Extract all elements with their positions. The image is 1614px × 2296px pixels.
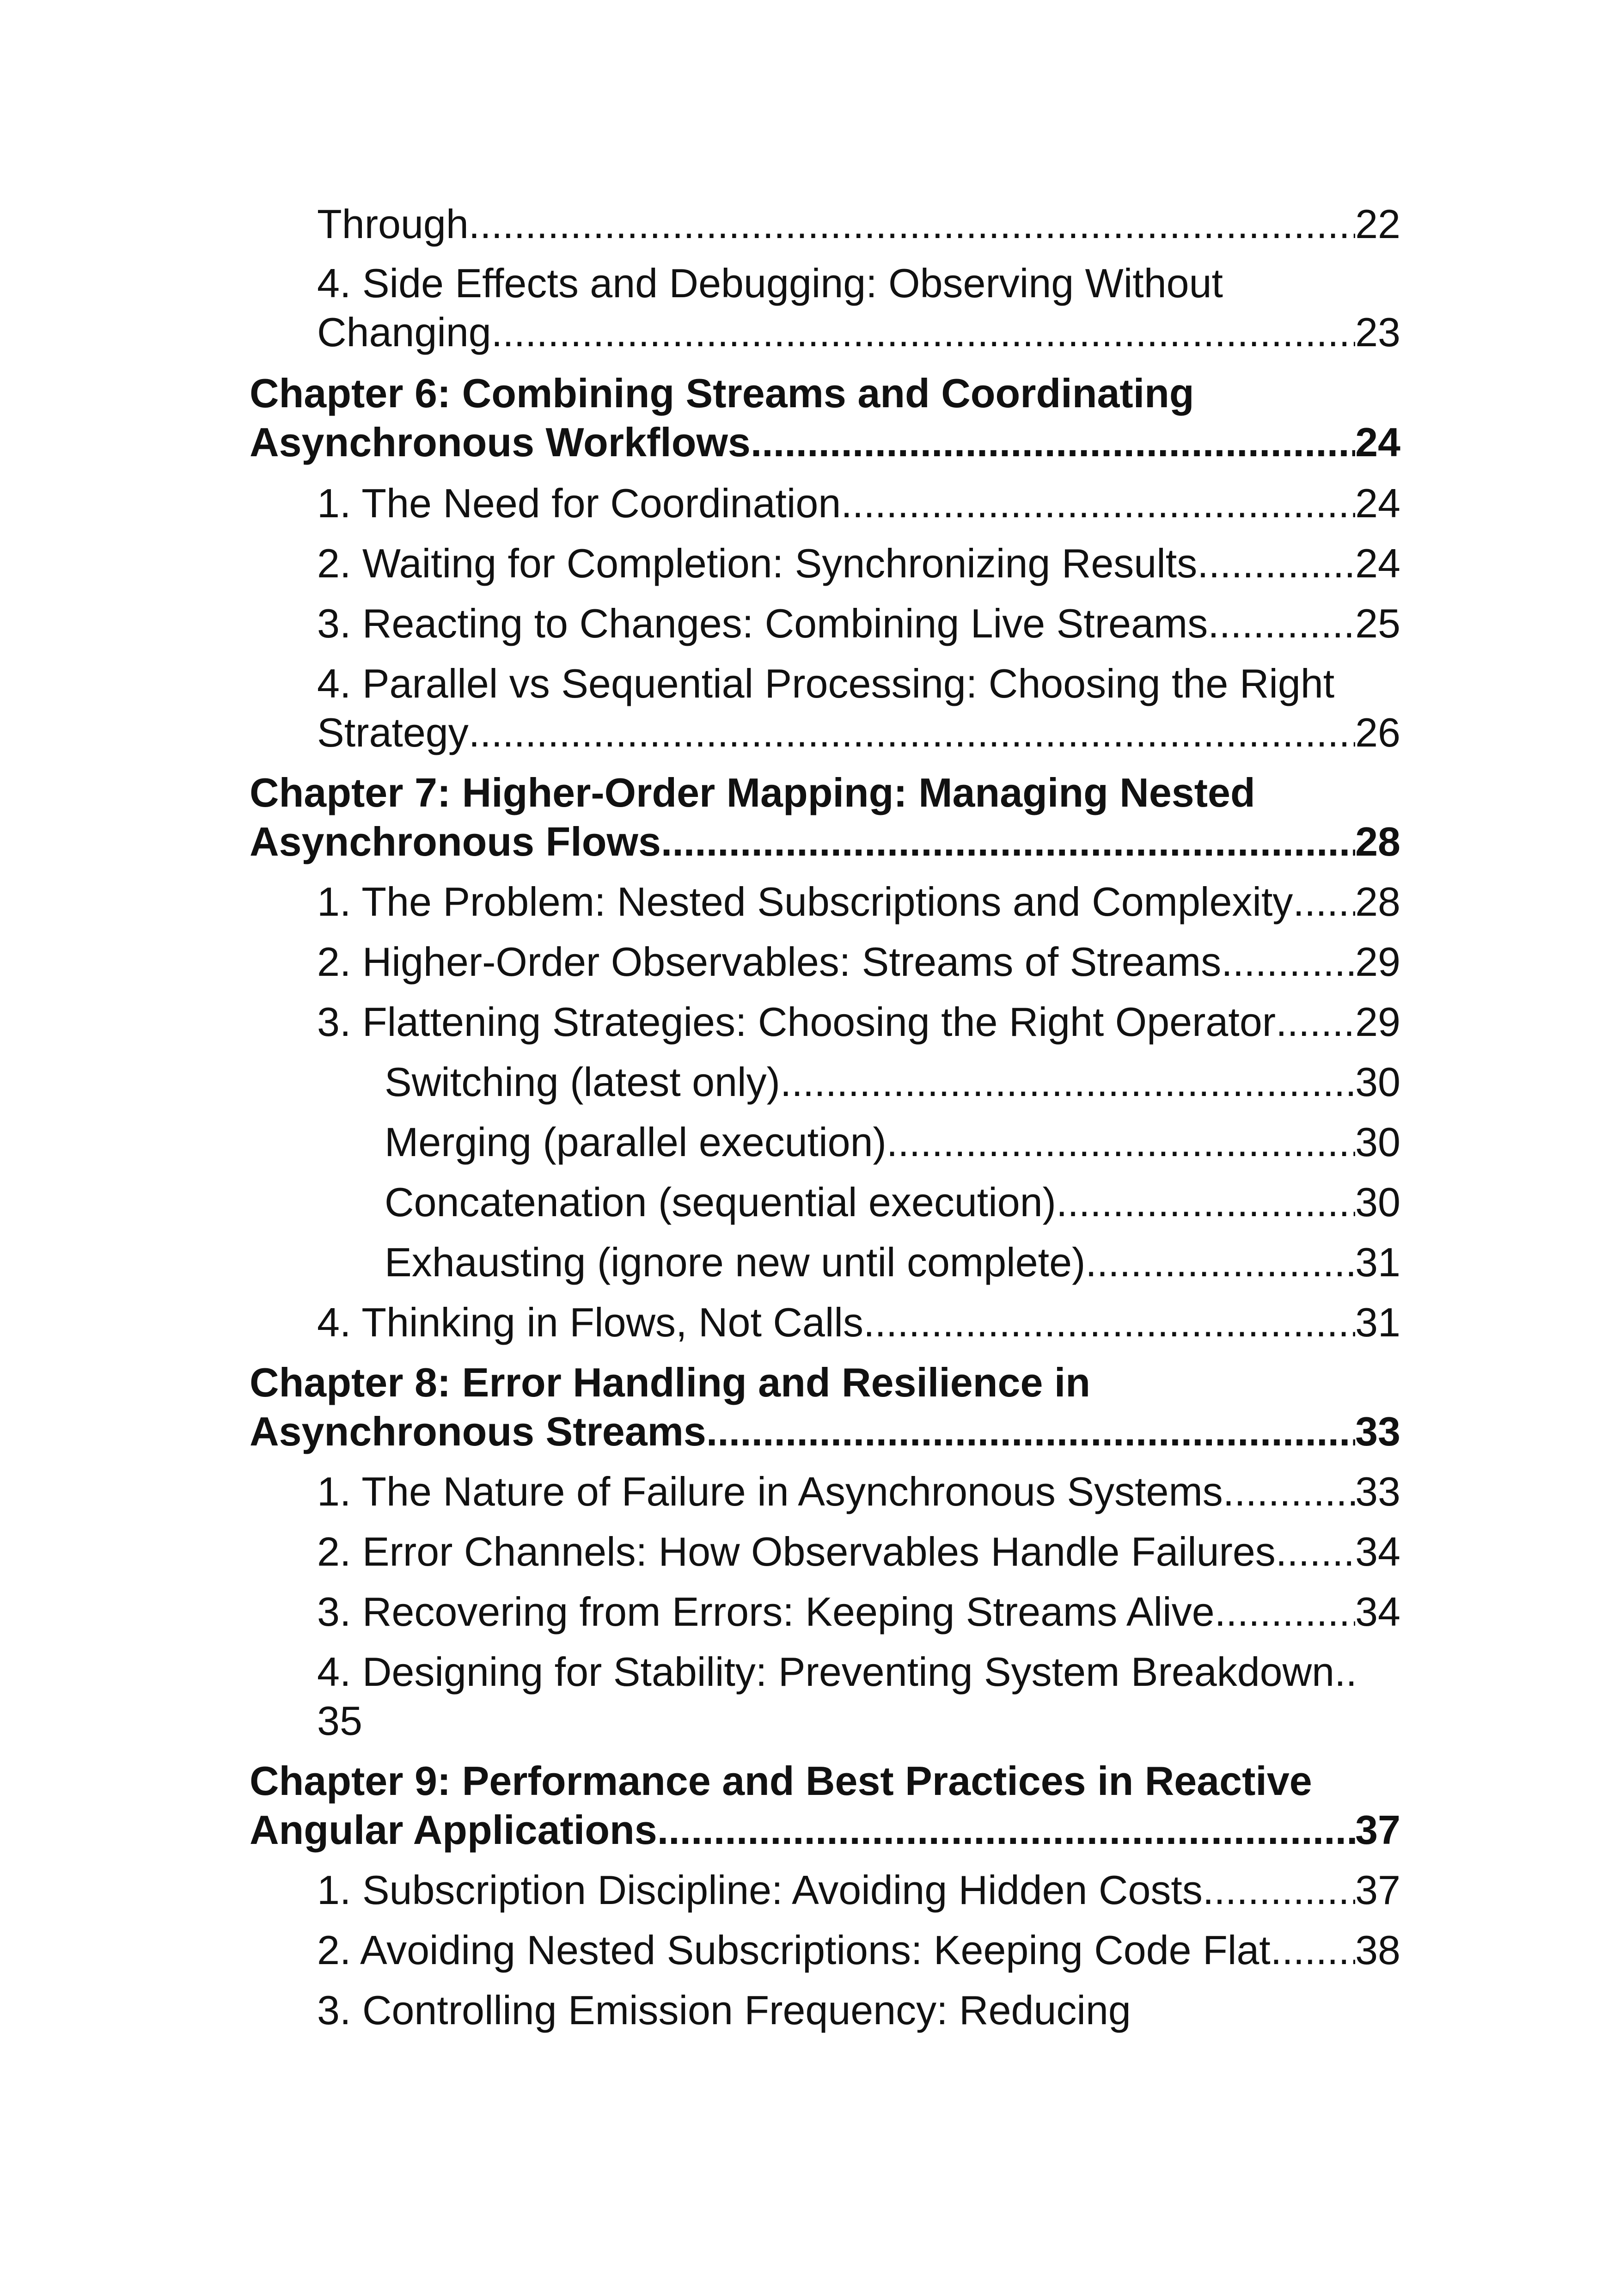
toc-page-number: 22 xyxy=(1355,201,1400,247)
toc-entry-side-effects[interactable] xyxy=(317,259,1400,357)
toc-entry-text: Through xyxy=(317,201,469,247)
toc-entry-text: Concatenation (sequential execution) xyxy=(385,1179,1056,1225)
toc-entry-higher-order-observables[interactable] xyxy=(317,937,1400,986)
dot-leader xyxy=(1271,1926,1355,1975)
toc-entry-text: Strategy xyxy=(317,710,469,755)
toc-line xyxy=(317,599,1400,648)
toc-entry-subscription-discipline[interactable] xyxy=(317,1866,1400,1915)
dot-leader xyxy=(469,200,1355,249)
toc-line xyxy=(250,1407,1400,1456)
toc-entry-need-for-coordination[interactable] xyxy=(317,479,1400,528)
toc-entry-controlling-emission-frequency[interactable] xyxy=(317,1986,1400,2035)
toc-page-number: 38 xyxy=(1355,1927,1400,1973)
toc-entry-text: 1. The Need for Coordination xyxy=(317,480,841,526)
toc-entry-text: 2. Waiting for Completion: Synchronizing Results xyxy=(317,540,1198,586)
toc-line xyxy=(317,877,1400,926)
dot-leader xyxy=(1203,1866,1355,1915)
toc-entry-text: 3. Flattening Strategies: Choosing the Right Operator xyxy=(317,999,1276,1045)
toc-page-number: 26 xyxy=(1355,710,1400,755)
toc-entry-text: 2. Higher-Order Observables: Streams of Streams xyxy=(317,939,1222,985)
toc-line xyxy=(317,1298,1400,1347)
toc-chapter-6[interactable] xyxy=(250,369,1400,467)
toc-page-number: 25 xyxy=(1355,600,1400,646)
toc-chapter-title: Angular Applications xyxy=(250,1807,657,1853)
toc-entry-text: 1. The Nature of Failure in Asynchronous Systems xyxy=(317,1469,1223,1514)
toc-entry-concatenation[interactable] xyxy=(385,1178,1400,1227)
toc-page-number: 33 xyxy=(1355,1408,1400,1454)
toc-entry-thinking-in-flows[interactable] xyxy=(317,1298,1400,1347)
toc-page-number: 34 xyxy=(1355,1589,1400,1635)
dot-leader xyxy=(1276,1527,1355,1576)
toc-line xyxy=(317,1587,1400,1636)
toc-chapter-9[interactable] xyxy=(250,1757,1400,1855)
toc-line xyxy=(250,418,1400,467)
toc-line xyxy=(317,1527,1400,1576)
dot-leader xyxy=(1085,1238,1355,1287)
toc-entry-reacting-to-changes[interactable] xyxy=(317,599,1400,648)
toc-page-number: 31 xyxy=(1355,1299,1400,1345)
toc-chapter-title-line1: Chapter 8: Error Handling and Resilience in xyxy=(250,1359,1091,1405)
toc-page-number: 28 xyxy=(1355,819,1400,864)
toc-chapter-title-line1: Chapter 6: Combining Streams and Coordinating xyxy=(250,370,1194,416)
toc-page-number: 37 xyxy=(1355,1867,1400,1913)
toc-chapter-8[interactable] xyxy=(250,1358,1400,1456)
toc-entry-merging[interactable] xyxy=(385,1118,1400,1167)
dot-leader xyxy=(491,308,1355,357)
dot-leader xyxy=(1276,998,1355,1047)
dot-leader xyxy=(657,1806,1355,1855)
toc-page-number: 24 xyxy=(1355,540,1400,586)
toc-line xyxy=(385,1058,1400,1107)
toc-line xyxy=(385,1118,1400,1167)
toc-line xyxy=(317,539,1400,588)
toc-line xyxy=(317,1866,1400,1915)
toc-line xyxy=(385,1238,1400,1287)
toc-line xyxy=(317,479,1400,528)
dot-leader xyxy=(1221,937,1355,986)
dot-leader xyxy=(661,817,1355,866)
toc-line xyxy=(317,937,1400,986)
toc-entry-avoiding-nested-subscriptions[interactable] xyxy=(317,1926,1400,1975)
dot-leader xyxy=(1223,1467,1355,1516)
toc-entry-text: Switching (latest only) xyxy=(385,1059,780,1105)
toc-entry-text: Changing xyxy=(317,309,491,355)
toc-entry-text: 4. Thinking in Flows, Not Calls xyxy=(317,1299,863,1345)
dot-leader xyxy=(706,1407,1355,1456)
toc-entry-text: 2. Error Channels: How Observables Handle Failures xyxy=(317,1529,1276,1574)
toc-chapter-title-line1: Chapter 9: Performance and Best Practices in Reactive xyxy=(250,1758,1312,1804)
dot-leader xyxy=(469,708,1355,757)
toc-line xyxy=(317,308,1400,357)
toc-entry-recovering-from-errors[interactable] xyxy=(317,1587,1400,1636)
toc-entry-error-channels[interactable] xyxy=(317,1527,1400,1576)
dot-leader xyxy=(780,1058,1355,1107)
toc-page-number: 29 xyxy=(1355,939,1400,985)
toc-entry-nature-of-failure[interactable] xyxy=(317,1467,1400,1516)
toc-page-number: 23 xyxy=(1355,309,1400,355)
toc-page-number: 33 xyxy=(1355,1469,1400,1514)
toc-entry-the-problem[interactable] xyxy=(317,877,1400,926)
dot-leader xyxy=(1056,1178,1355,1227)
toc-page-number: 30 xyxy=(1355,1119,1400,1165)
toc-entry-text: 1. Subscription Discipline: Avoiding Hidden Costs xyxy=(317,1867,1203,1913)
toc-page-number: 30 xyxy=(1355,1179,1400,1225)
toc-page-number: 37 xyxy=(1355,1807,1400,1853)
toc-entry-text: Merging (parallel execution) xyxy=(385,1119,886,1165)
toc-chapter-title: Asynchronous Flows xyxy=(250,819,661,864)
toc-entry-switching[interactable] xyxy=(385,1058,1400,1107)
dot-leader xyxy=(863,1298,1355,1347)
toc-page-number: 31 xyxy=(1355,1239,1400,1285)
toc-page-number: 24 xyxy=(1355,419,1400,465)
dot-leader xyxy=(1293,877,1355,926)
toc-entry-text: 3. Reacting to Changes: Combining Live Streams xyxy=(317,600,1208,646)
toc-entry-parallel-vs-sequential[interactable] xyxy=(317,659,1400,757)
toc-line xyxy=(317,1467,1400,1516)
toc-entry-through[interactable] xyxy=(317,200,1400,249)
dot-leader xyxy=(886,1118,1355,1167)
toc-line xyxy=(250,1806,1400,1855)
toc-page-number: 35 xyxy=(317,1698,362,1744)
toc-entry-flattening-strategies[interactable] xyxy=(317,998,1400,1047)
toc-line xyxy=(317,200,1400,249)
toc-entry-text: 2. Avoiding Nested Subscriptions: Keeping Code Flat xyxy=(317,1927,1271,1973)
toc-line xyxy=(385,1178,1400,1227)
toc-page-number: 28 xyxy=(1355,879,1400,925)
toc-entry-waiting-for-completion[interactable] xyxy=(317,539,1400,588)
dot-leader xyxy=(1208,599,1355,648)
toc-line xyxy=(317,998,1400,1047)
toc-entry-text-line1: 4. Designing for Stability: Preventing System Breakdown.. xyxy=(317,1649,1357,1695)
toc-entry-text: 3. Recovering from Errors: Keeping Streams Alive xyxy=(317,1589,1215,1635)
toc-chapter-title: Asynchronous Workflows xyxy=(250,419,751,465)
toc-chapter-title-line1: Chapter 7: Higher-Order Mapping: Managing Nested xyxy=(250,770,1255,815)
toc-line xyxy=(317,708,1400,757)
toc-line xyxy=(317,1926,1400,1975)
toc-entry-text-line1: 3. Controlling Emission Frequency: Reducing xyxy=(317,1987,1131,2033)
toc-line xyxy=(250,817,1400,866)
toc-entry-exhausting[interactable] xyxy=(385,1238,1400,1287)
toc-page-number: 29 xyxy=(1355,999,1400,1045)
toc-entry-text-line1: 4. Parallel vs Sequential Processing: Choosing the Right xyxy=(317,661,1335,706)
toc-page-number: 34 xyxy=(1355,1529,1400,1574)
toc-entry-text: 1. The Problem: Nested Subscriptions and Complexity xyxy=(317,879,1293,925)
toc-entry-text-line1: 4. Side Effects and Debugging: Observing Without xyxy=(317,260,1223,306)
toc-page-number: 24 xyxy=(1355,480,1400,526)
dot-leader xyxy=(1215,1587,1355,1636)
dot-leader xyxy=(751,418,1355,467)
toc-chapter-7[interactable] xyxy=(250,768,1400,866)
dot-leader xyxy=(1197,539,1355,588)
dot-leader xyxy=(841,479,1355,528)
toc-entry-designing-for-stability[interactable] xyxy=(317,1647,1400,1745)
toc-entry-text: Exhausting (ignore new until complete) xyxy=(385,1239,1086,1285)
toc-chapter-title: Asynchronous Streams xyxy=(250,1408,706,1454)
toc-page-number: 30 xyxy=(1355,1059,1400,1105)
